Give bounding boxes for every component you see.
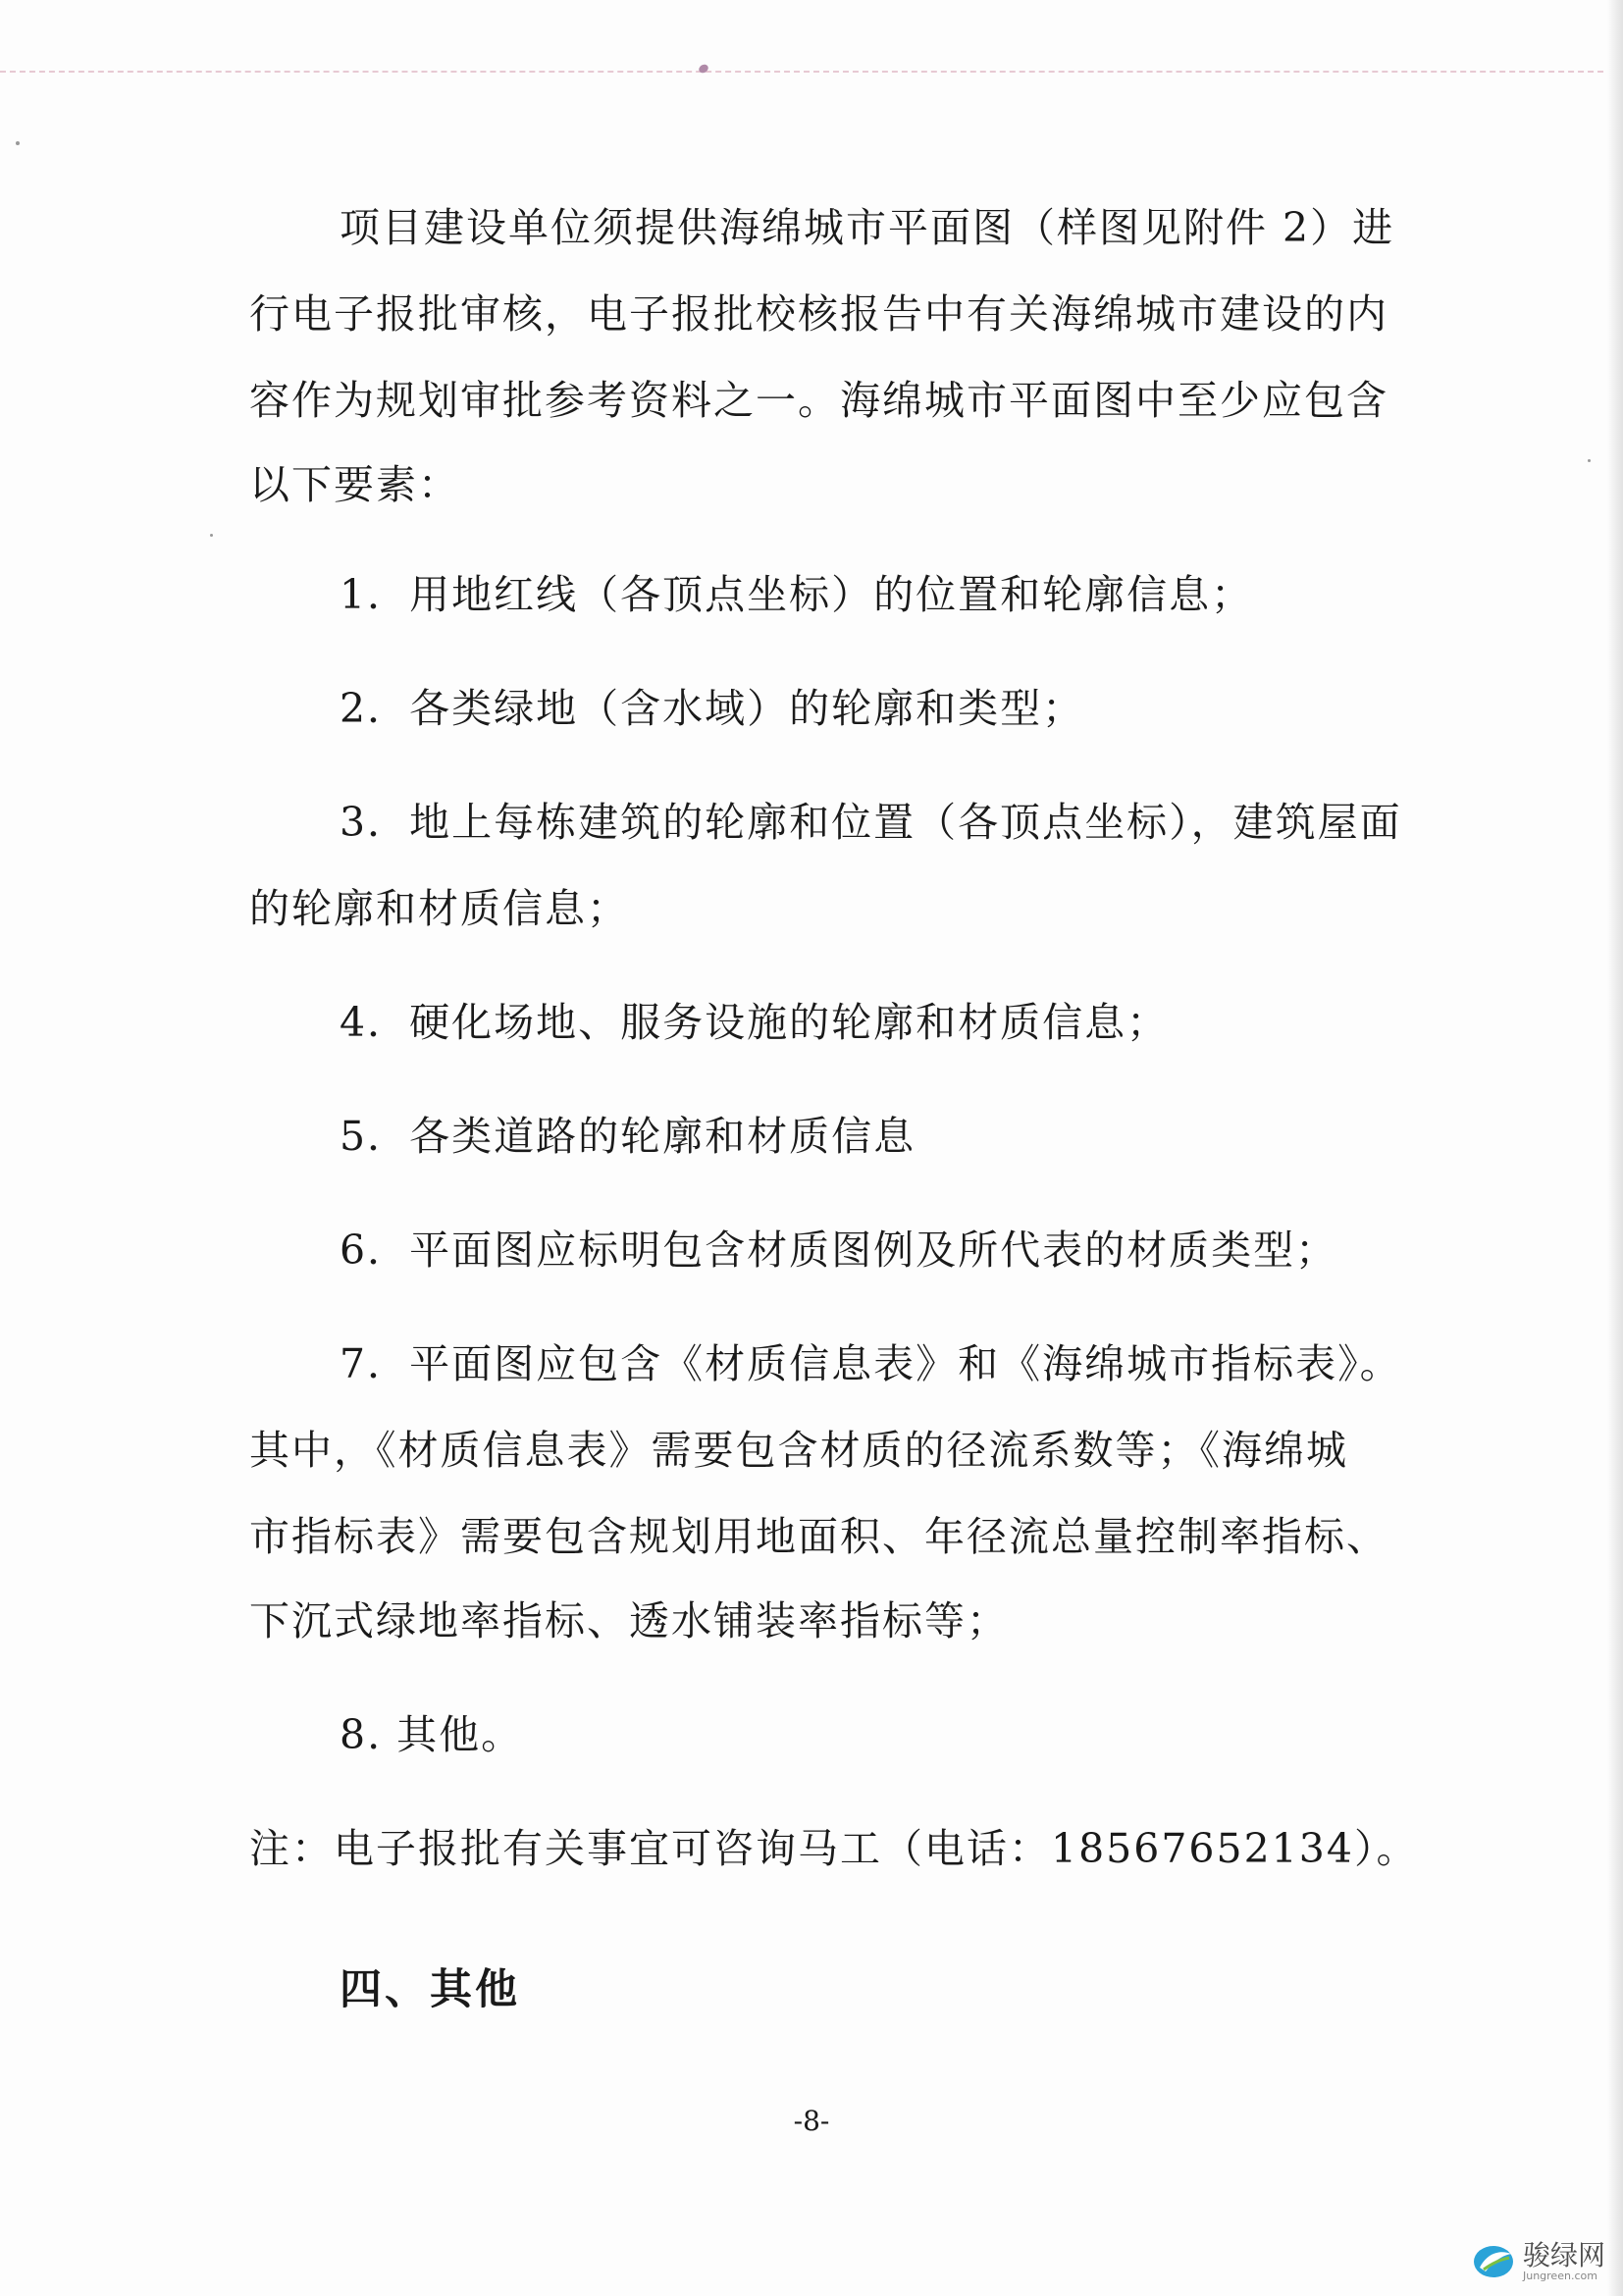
scan-top-rule <box>0 71 1623 73</box>
site-watermark <box>1472 2241 1605 2282</box>
list-item-continued: 市指标表》需要包含规划用地面积、年径流总量控制率指标、 <box>249 1513 1388 1560</box>
list-item: 2．各类绿地（含水域）的轮廓和类型； <box>340 685 1085 732</box>
list-item: 6．平面图应标明包含材质图例及所代表的材质类型； <box>340 1226 1338 1274</box>
list-item: 8. 其他。 <box>340 1711 524 1758</box>
list-item: 4．硬化场地、服务设施的轮廓和材质信息； <box>340 999 1170 1046</box>
section-heading: 四、其他 <box>340 1965 520 2014</box>
leaf-logo-icon <box>1472 2242 1517 2281</box>
page-number: -8- <box>793 2105 830 2137</box>
list-item: 7．平面图应包含《材质信息表》和《海绵城市指标表》。 <box>340 1340 1402 1387</box>
watermark-name: 骏绿网 <box>1522 2239 1605 2271</box>
list-item: 1．用地红线（各顶点坐标）的位置和轮廓信息； <box>340 571 1254 618</box>
list-item-continued: 其中，《材质信息表》需要包含材质的径流系数等；《海绵城 <box>249 1427 1348 1474</box>
paragraph-line: 行电子报批审核，电子报批校核报告中有关海绵城市建设的内 <box>249 290 1388 338</box>
contact-note: 注：电子报批有关事宜可咨询马工（电话：18567652134）。 <box>249 1825 1419 1872</box>
paragraph-line: 容作为规划审批参考资料之一。海绵城市平面图中至少应包含 <box>249 377 1388 424</box>
list-item-continued: 的轮廓和材质信息； <box>249 885 629 932</box>
watermark-domain: Jungreen.com <box>1522 2270 1597 2282</box>
list-item: 3．地上每栋建筑的轮廓和位置（各顶点坐标），建筑屋面 <box>340 799 1402 846</box>
scan-right-edge <box>1607 0 1623 2296</box>
scan-speck <box>698 63 710 75</box>
scan-speck <box>210 534 213 537</box>
scan-speck <box>16 141 20 145</box>
paragraph-line: 以下要素： <box>249 461 460 508</box>
list-item-continued: 下沉式绿地率指标、透水铺装率指标等； <box>249 1597 1009 1644</box>
paragraph-line: 项目建设单位须提供海绵城市平面图（样图见附件 2）进 <box>340 204 1395 251</box>
scan-speck <box>1588 459 1591 462</box>
list-item: 5．各类道路的轮廓和材质信息 <box>340 1113 916 1160</box>
